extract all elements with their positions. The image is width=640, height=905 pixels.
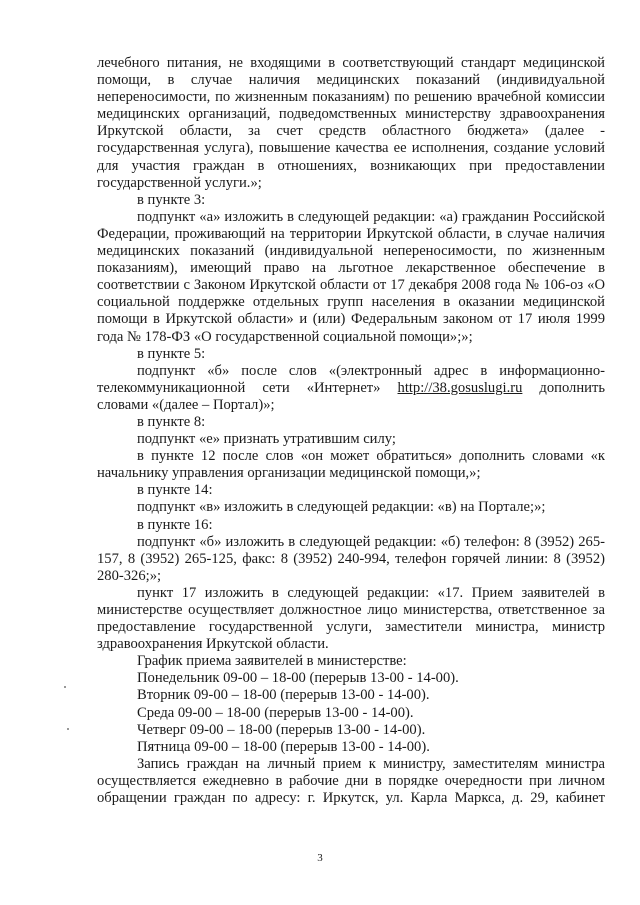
subitem-b-tail: дополнить словами «(далее – Портал)»;: [97, 379, 605, 413]
schedule-wednesday: Среда 09-00 – 18-00 (перерыв 13-00 - 14-00).: [137, 704, 414, 721]
paragraph-item-12: в пункте 12 после слов «он может обратиться» дополнить словами «к начальнику управления организации медицинской помощи,»;: [97, 448, 605, 482]
paragraph-subitem-b-portal: [97, 363, 605, 414]
schedule-monday: Понедельник 09-00 – 18-00 (перерыв 13-00 - 14-00).: [137, 670, 459, 687]
paragraph-subitem-a: подпункт «а» изложить в следующей редакции: «а) гражданин Российской Федерации, проживающий на территории Иркутской области, в случае наличия медицинских показаний (индивидуальной непереносимости, по жизненным показаниям), имеющий право на льготное лекарственное обеспечение в соответствии с Законом Иркутской области от 17 декабря 2008 года № 106-оз «О социальной поддержке отдельных групп населения в оказании медицинской помощи в Иркутской области» и (или) Федеральным законом от 17 июля 1999 года № 178-ФЗ «О государственной социальной помощи»;»;: [97, 208, 605, 345]
gosuslugi-link[interactable]: http://38.gosuslugi.ru: [397, 379, 523, 396]
subitem-b-text: подпункт «б» после слов «(электронный адрес в информационно-телекоммуникационной сети «Интернет»: [97, 362, 605, 396]
scan-speck: [64, 686, 66, 688]
schedule-thursday: Четверг 09-00 – 18-00 (перерыв 13-00 - 14-00).: [137, 721, 426, 738]
page-number: 3: [317, 852, 323, 864]
paragraph-item-8-heading: в пункте 8:: [137, 413, 206, 430]
paragraph-item-17: пункт 17 изложить в следующей редакции: «17. Прием заявителей в министерстве осуществляет должностное лицо министерства, ответственное за предоставление государственной услуги, заместители министра, министр здравоохранения Иркутской области.: [97, 584, 605, 653]
paragraph-subitem-v: подпункт «в» изложить в следующей редакции: «в) на Портале;»;: [137, 499, 546, 516]
paragraph-item-14-heading: в пункте 14:: [137, 482, 213, 499]
scan-speck: [67, 728, 69, 730]
paragraph-subitem-b-phones: подпункт «б» изложить в следующей редакции: «б) телефон: 8 (3952) 265-157, 8 (3952) 265-125, факс: 8 (3952) 240-994, телефон горячей линии: 8 (3952) 280-326;»;: [97, 533, 605, 584]
paragraph-appointment: Запись граждан на личный прием к министру, заместителям министра осуществляется ежедневно в рабочие дни в порядке очередности при личном обращении граждан по адресу: г. Иркутск, ул. Карла Маркса, д. 29, кабинет: [97, 755, 605, 807]
paragraph-item-5-heading: в пункте 5:: [137, 345, 206, 362]
schedule-tuesday: Вторник 09-00 – 18-00 (перерыв 13-00 - 14-00).: [137, 687, 430, 704]
document-body: [97, 55, 605, 807]
paragraph-item-16-heading: в пункте 16:: [137, 516, 213, 533]
schedule-friday: Пятница 09-00 – 18-00 (перерыв 13-00 - 14-00).: [137, 738, 430, 755]
schedule-heading: График приема заявителей в министерстве:: [137, 653, 407, 670]
paragraph-subitem-e: подпункт «е» признать утратившим силу;: [137, 431, 396, 448]
paragraph-service-purpose: лечебного питания, не входящими в соответствующий стандарт медицинской помощи, в случае наличия медицинских показаний (индивидуальной непереносимости, по жизненным показаниям) по решению врачебной комиссии медицинских организаций, подведомственных министерству здравоохранения Иркутской области, за счет средств областного бюджета» (далее - государственная услуга), повышение качества ее исполнения, создание условий для участия граждан в отношениях, возникающих при предоставлении государственной услуги.»;: [97, 55, 605, 191]
paragraph-item-3-heading: в пункте 3:: [137, 191, 206, 208]
